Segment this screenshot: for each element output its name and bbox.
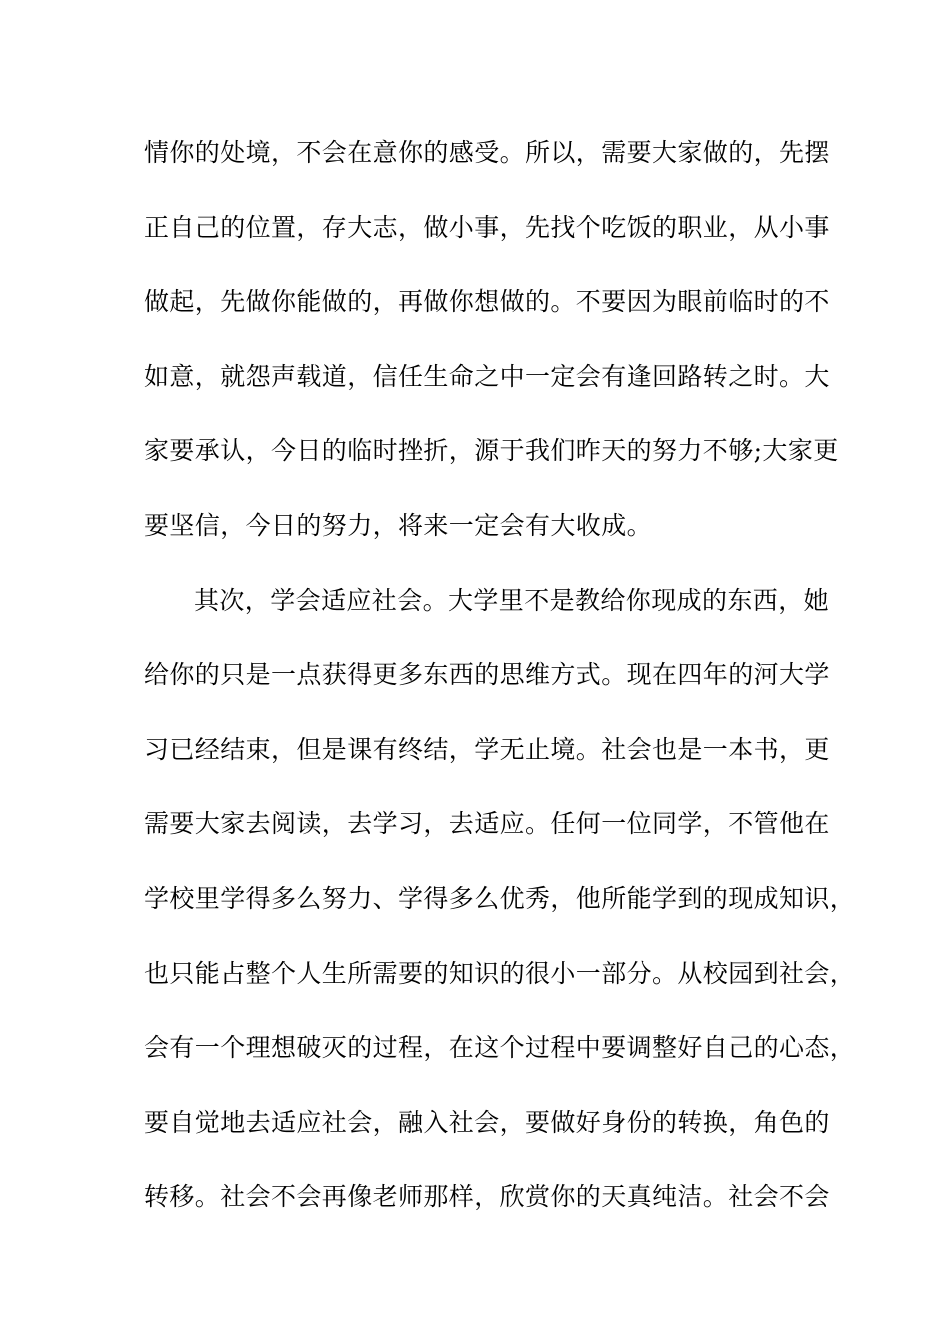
text-line: 如意，就怨声载道，信任生命之中一定会有逢回路转之时。大 (144, 361, 830, 391)
text-line: 给你的只是一点获得更多东西的思维方式。现在四年的河大学 (144, 660, 830, 690)
text-line: 会有一个理想破灭的过程，在这个过程中要调整好自己的心态， (144, 1033, 856, 1063)
text-line: 要坚信，今日的努力，将来一定会有大收成。 (144, 510, 653, 540)
text-line: 学校里学得多么努力、学得多么优秀，他所能学到的现成知识， (144, 883, 856, 913)
text-line: 情你的处境，不会在意你的感受。所以，需要大家做的，先摆 (144, 138, 830, 167)
text-line: 正自己的位置，存大志，做小事，先找个吃饭的职业，从小事 (144, 212, 830, 242)
text-line: 需要大家去阅读，去学习，去适应。任何一位同学，不管他在 (144, 809, 830, 839)
body-text (144, 130, 856, 1249)
text-line: 习已经结束，但是课有终结，学无止境。社会也是一本书，更 (144, 734, 830, 764)
text-line: 转移。社会不会再像老师那样，欣赏你的天真纯洁。社会不会 (144, 1182, 830, 1212)
paragraph-start-line: 其次，学会适应社会。大学里不是教给你现成的东西，她 (194, 585, 830, 615)
text-line: 家要承认，今日的临时挫折，源于我们昨天的努力不够;大家更 (144, 436, 839, 466)
text-line: 也只能占整个人生所需要的知识的很小一部分。从校园到社会， (144, 958, 856, 988)
text-line: 要自觉地去适应社会，融入社会，要做好身份的转换，角色的 (144, 1107, 830, 1137)
text-line: 做起，先做你能做的，再做你想做的。不要因为眼前临时的不 (144, 287, 830, 317)
